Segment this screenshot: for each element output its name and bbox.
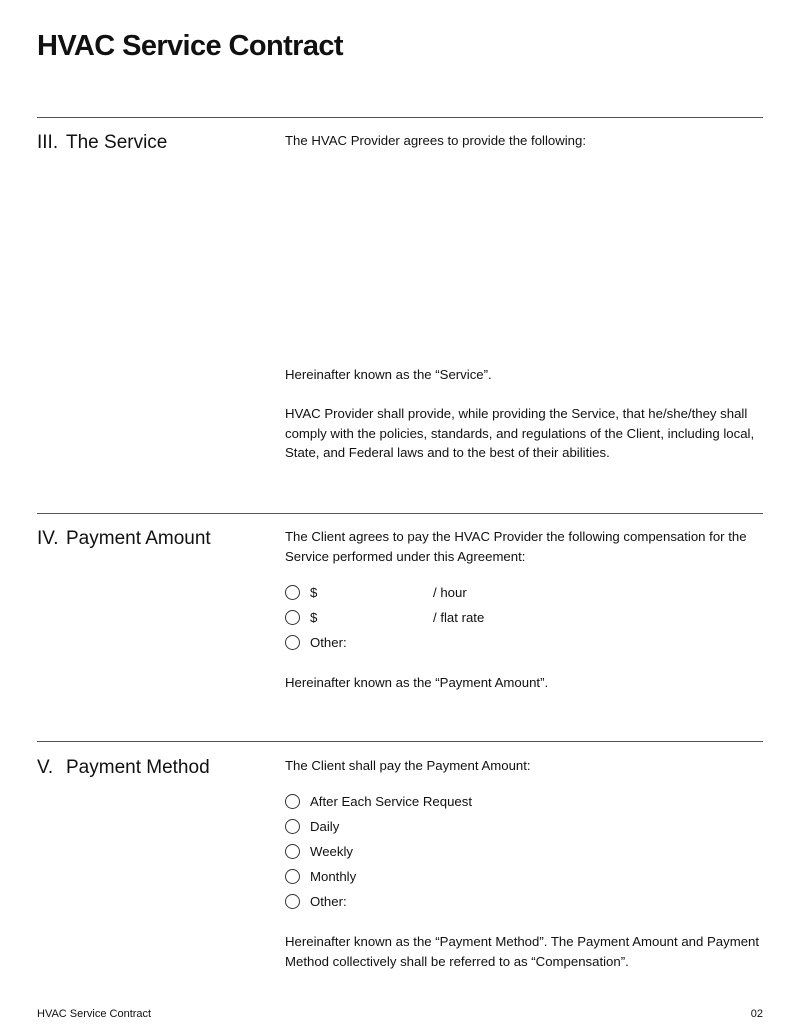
radio-button[interactable] xyxy=(285,635,300,650)
option-unit: / flat rate xyxy=(433,610,485,625)
radio-button[interactable] xyxy=(285,869,300,884)
section-heading-service xyxy=(37,132,167,154)
option-label: Weekly xyxy=(310,844,353,859)
section-heading-payment-amount xyxy=(37,528,211,550)
radio-button[interactable] xyxy=(285,585,300,600)
divider-top xyxy=(37,117,763,118)
radio-button[interactable] xyxy=(285,610,300,625)
service-compliance: HVAC Provider shall provide, while providing the Service, that he/she/they shall comply with the policies, standards, and regulations of the Client, including local, State, and Federal laws and to the best of their abilities. xyxy=(285,406,755,460)
footer-document-name: HVAC Service Contract xyxy=(37,1008,152,1020)
option-label: After Each Service Request xyxy=(310,794,472,809)
payment-amount-intro: The Client agrees to pay the HVAC Provider the following compensation for the Service performed under this Agreement: xyxy=(285,529,747,564)
section-number: V. xyxy=(37,757,54,778)
option-label: Other: xyxy=(310,894,347,909)
option-label: Monthly xyxy=(310,869,357,884)
section-title: Payment Amount xyxy=(66,528,211,549)
footer-page-number: 02 xyxy=(750,1008,763,1020)
option-label: Other: xyxy=(310,635,347,650)
service-known-as: Hereinafter known as the “Service”. xyxy=(285,367,492,382)
payment-method-known-as: Hereinafter known as the “Payment Method”. The Payment Amount and Payment Method collectively shall be referred to as “Compensation”. xyxy=(285,934,760,969)
service-intro: The HVAC Provider agrees to provide the following: xyxy=(285,133,587,148)
section-title: The Service xyxy=(66,132,168,153)
radio-button[interactable] xyxy=(285,894,300,909)
option-label: $ xyxy=(310,585,318,600)
payment-amount-known-as: Hereinafter known as the “Payment Amount”. xyxy=(285,675,549,690)
option-label: $ xyxy=(310,610,318,625)
radio-button[interactable] xyxy=(285,844,300,859)
radio-button[interactable] xyxy=(285,819,300,834)
payment-method-intro: The Client shall pay the Payment Amount: xyxy=(285,758,531,773)
option-unit: / hour xyxy=(433,585,467,600)
option-label: Daily xyxy=(310,819,340,834)
document-title: HVAC Service Contract xyxy=(37,30,343,62)
section-number: IV. xyxy=(37,528,59,549)
section-heading-payment-method xyxy=(37,757,210,779)
radio-button[interactable] xyxy=(285,794,300,809)
section-title: Payment Method xyxy=(66,757,210,778)
section-number: III. xyxy=(37,132,59,153)
divider-payment-amount xyxy=(37,513,763,514)
divider-payment-method xyxy=(37,741,763,742)
